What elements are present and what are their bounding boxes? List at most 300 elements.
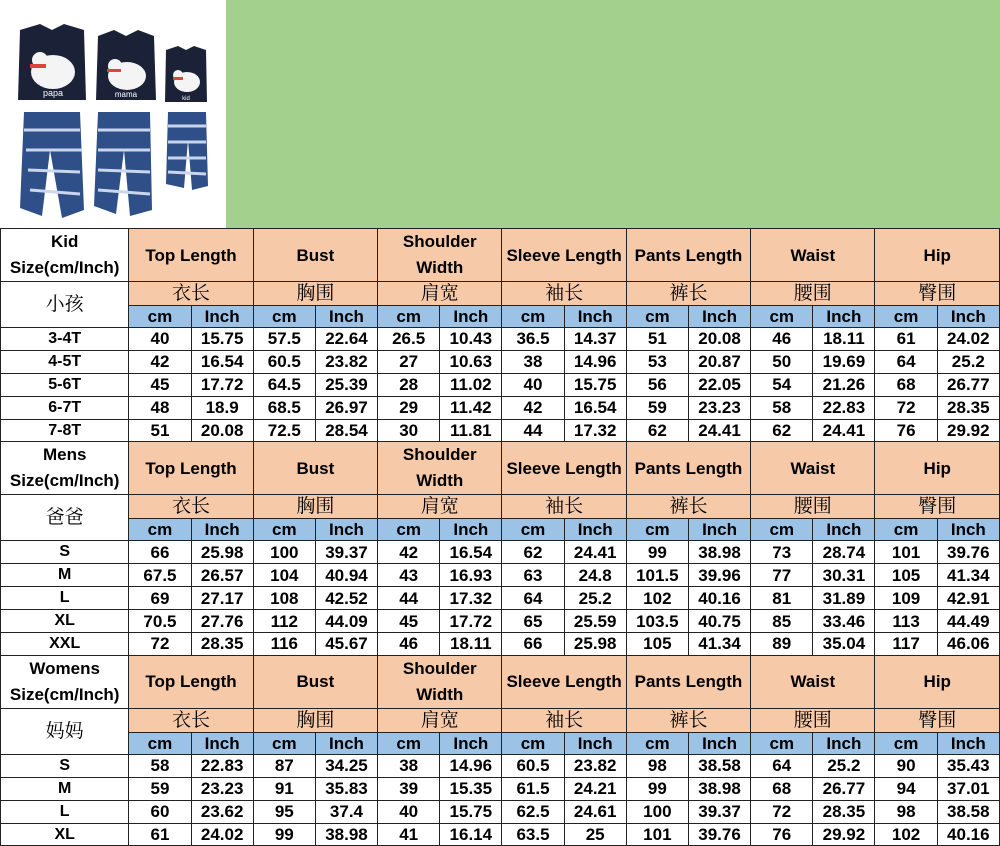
- group-header-row: [1, 229, 1000, 282]
- measurement-cell: 11.81: [440, 419, 502, 442]
- unit-cm: cm: [129, 306, 191, 328]
- column-header-cn: 袖长: [502, 282, 626, 306]
- table-row: [1, 541, 1000, 564]
- column-header-cn: 衣长: [129, 708, 253, 732]
- measurement-cell: 58: [129, 754, 191, 777]
- measurement-cell: 26.77: [937, 373, 999, 396]
- measurement-cell: 62: [502, 541, 564, 564]
- measurement-cell: 22.83: [191, 754, 253, 777]
- column-header: Top Length: [129, 655, 253, 708]
- column-header-cn: 衣长: [129, 495, 253, 519]
- table-row: [1, 633, 1000, 656]
- measurement-cell: 38: [378, 754, 440, 777]
- measurement-cell: 112: [253, 610, 315, 633]
- column-header-cn: 臀围: [875, 708, 1000, 732]
- measurement-cell: 25.59: [564, 610, 626, 633]
- measurement-cell: 53: [626, 350, 688, 373]
- column-header: Hip: [875, 442, 1000, 495]
- measurement-cell: 40.94: [315, 564, 377, 587]
- column-header: Shoulder Width: [378, 442, 502, 495]
- measurement-cell: 90: [875, 754, 937, 777]
- measurement-cell: 66: [129, 541, 191, 564]
- measurement-cell: 40: [129, 328, 191, 351]
- measurement-cell: 25.98: [191, 541, 253, 564]
- measurement-cell: 22.05: [688, 373, 750, 396]
- measurement-cell: 44.09: [315, 610, 377, 633]
- unit-inch: Inch: [813, 519, 875, 541]
- measurement-cell: 29.92: [813, 823, 875, 846]
- measurement-cell: 64: [875, 350, 937, 373]
- group-title: Womens Size(cm/Inch): [1, 655, 129, 708]
- measurement-cell: 14.37: [564, 328, 626, 351]
- measurement-cell: 28.35: [937, 396, 999, 419]
- column-header: Top Length: [129, 229, 253, 282]
- unit-row: [1, 519, 1000, 541]
- family-pajama-illustration: [0, 0, 226, 228]
- measurement-cell: 41.34: [688, 633, 750, 656]
- measurement-cell: 76: [875, 419, 937, 442]
- papa-shirt-icon: [18, 24, 86, 100]
- banner-background: [226, 0, 1000, 228]
- measurement-cell: 25: [564, 823, 626, 846]
- column-header-cn: 腰围: [751, 282, 875, 306]
- measurement-cell: 23.62: [191, 800, 253, 823]
- measurement-cell: 40.16: [937, 823, 999, 846]
- measurement-cell: 68: [751, 777, 813, 800]
- measurement-cell: 62.5: [502, 800, 564, 823]
- measurement-cell: 10.43: [440, 328, 502, 351]
- measurement-cell: 89: [751, 633, 813, 656]
- measurement-cell: 72: [875, 396, 937, 419]
- column-header-cn: 袖长: [502, 708, 626, 732]
- measurement-cell: 23.23: [688, 396, 750, 419]
- hero-banner: [0, 0, 1000, 228]
- product-photo: [0, 0, 226, 228]
- measurement-cell: 72: [751, 800, 813, 823]
- measurement-cell: 20.08: [191, 419, 253, 442]
- measurement-cell: 22.83: [813, 396, 875, 419]
- unit-inch: Inch: [315, 306, 377, 328]
- measurement-cell: 103.5: [626, 610, 688, 633]
- measurement-cell: 60.5: [502, 754, 564, 777]
- measurement-cell: 69: [129, 587, 191, 610]
- cn-header-row: [1, 495, 1000, 519]
- measurement-cell: 42.91: [937, 587, 999, 610]
- size-label: L: [1, 800, 129, 823]
- papa-pants-icon: [20, 112, 84, 218]
- measurement-cell: 16.14: [440, 823, 502, 846]
- table-row: [1, 800, 1000, 823]
- measurement-cell: 63: [502, 564, 564, 587]
- measurement-cell: 15.75: [191, 328, 253, 351]
- column-header-cn: 裤长: [626, 495, 750, 519]
- measurement-cell: 28.35: [191, 633, 253, 656]
- measurement-cell: 46: [751, 328, 813, 351]
- measurement-cell: 15.75: [440, 800, 502, 823]
- group-cn-label: 妈妈: [1, 708, 129, 754]
- measurement-cell: 81: [751, 587, 813, 610]
- unit-inch: Inch: [191, 519, 253, 541]
- measurement-cell: 24.41: [813, 419, 875, 442]
- measurement-cell: 105: [875, 564, 937, 587]
- measurement-cell: 59: [626, 396, 688, 419]
- measurement-cell: 64: [751, 754, 813, 777]
- measurement-cell: 37.4: [315, 800, 377, 823]
- unit-inch: Inch: [688, 306, 750, 328]
- measurement-cell: 40: [378, 800, 440, 823]
- unit-inch: Inch: [440, 732, 502, 754]
- measurement-cell: 25.98: [564, 633, 626, 656]
- measurement-cell: 57.5: [253, 328, 315, 351]
- kid-shirt-icon: [165, 46, 207, 102]
- unit-cm: cm: [502, 306, 564, 328]
- measurement-cell: 35.43: [937, 754, 999, 777]
- unit-cm: cm: [253, 519, 315, 541]
- measurement-cell: 25.2: [564, 587, 626, 610]
- measurement-cell: 21.26: [813, 373, 875, 396]
- measurement-cell: 20.87: [688, 350, 750, 373]
- column-header: Waist: [751, 655, 875, 708]
- measurement-cell: 26.5: [378, 328, 440, 351]
- column-header: Hip: [875, 229, 1000, 282]
- measurement-cell: 46: [378, 633, 440, 656]
- unit-cm: cm: [875, 519, 937, 541]
- measurement-cell: 20.08: [688, 328, 750, 351]
- unit-inch: Inch: [564, 306, 626, 328]
- table-row: [1, 587, 1000, 610]
- measurement-cell: 58: [751, 396, 813, 419]
- measurement-cell: 16.93: [440, 564, 502, 587]
- size-label: 6-7T: [1, 396, 129, 419]
- measurement-cell: 39.96: [688, 564, 750, 587]
- unit-inch: Inch: [937, 732, 999, 754]
- shirt-print-kid: kid: [182, 96, 190, 102]
- unit-cm: cm: [875, 732, 937, 754]
- measurement-cell: 38.98: [688, 541, 750, 564]
- column-header: Hip: [875, 655, 1000, 708]
- measurement-cell: 95: [253, 800, 315, 823]
- measurement-cell: 85: [751, 610, 813, 633]
- measurement-cell: 101: [626, 823, 688, 846]
- measurement-cell: 54: [751, 373, 813, 396]
- measurement-cell: 65: [502, 610, 564, 633]
- measurement-cell: 17.72: [440, 610, 502, 633]
- measurement-cell: 98: [875, 800, 937, 823]
- column-header: Shoulder Width: [378, 655, 502, 708]
- table-row: [1, 564, 1000, 587]
- measurement-cell: 24.41: [688, 419, 750, 442]
- unit-inch: Inch: [440, 519, 502, 541]
- measurement-cell: 99: [626, 777, 688, 800]
- column-header-cn: 胸围: [253, 708, 377, 732]
- measurement-cell: 25.2: [937, 350, 999, 373]
- size-label: S: [1, 754, 129, 777]
- measurement-cell: 38.58: [937, 800, 999, 823]
- measurement-cell: 72: [129, 633, 191, 656]
- column-header: Waist: [751, 442, 875, 495]
- measurement-cell: 25.2: [813, 754, 875, 777]
- column-header: Bust: [253, 229, 377, 282]
- measurement-cell: 43: [378, 564, 440, 587]
- unit-inch: Inch: [315, 732, 377, 754]
- table-row: [1, 777, 1000, 800]
- unit-cm: cm: [751, 519, 813, 541]
- measurement-cell: 117: [875, 633, 937, 656]
- measurement-cell: 109: [875, 587, 937, 610]
- measurement-cell: 24.61: [564, 800, 626, 823]
- measurement-cell: 15.75: [564, 373, 626, 396]
- unit-inch: Inch: [688, 732, 750, 754]
- measurement-cell: 42: [378, 541, 440, 564]
- measurement-cell: 68: [875, 373, 937, 396]
- shirt-print-papa: papa: [42, 88, 64, 98]
- measurement-cell: 30: [378, 419, 440, 442]
- column-header-cn: 肩宽: [378, 282, 502, 306]
- group-title: Mens Size(cm/Inch): [1, 442, 129, 495]
- unit-cm: cm: [378, 306, 440, 328]
- measurement-cell: 45: [378, 610, 440, 633]
- measurement-cell: 41: [378, 823, 440, 846]
- measurement-cell: 44: [502, 419, 564, 442]
- measurement-cell: 42: [129, 350, 191, 373]
- measurement-cell: 61: [875, 328, 937, 351]
- measurement-cell: 26.57: [191, 564, 253, 587]
- table-row: [1, 419, 1000, 442]
- measurement-cell: 30.31: [813, 564, 875, 587]
- measurement-cell: 40: [502, 373, 564, 396]
- table-row: [1, 396, 1000, 419]
- unit-cm: cm: [875, 306, 937, 328]
- measurement-cell: 18.9: [191, 396, 253, 419]
- measurement-cell: 27.17: [191, 587, 253, 610]
- measurement-cell: 39.37: [688, 800, 750, 823]
- measurement-cell: 73: [751, 541, 813, 564]
- column-header-cn: 胸围: [253, 282, 377, 306]
- shirt-print-mama: mama: [114, 90, 138, 99]
- size-label: 4-5T: [1, 350, 129, 373]
- size-label: S: [1, 541, 129, 564]
- column-header-cn: 臀围: [875, 495, 1000, 519]
- measurement-cell: 44: [378, 587, 440, 610]
- measurement-cell: 68.5: [253, 396, 315, 419]
- measurement-cell: 45.67: [315, 633, 377, 656]
- kid-pants-icon: [166, 112, 208, 190]
- measurement-cell: 42.52: [315, 587, 377, 610]
- unit-cm: cm: [378, 732, 440, 754]
- column-header: Waist: [751, 229, 875, 282]
- unit-inch: Inch: [191, 732, 253, 754]
- measurement-cell: 15.35: [440, 777, 502, 800]
- group-header-row: [1, 442, 1000, 495]
- measurement-cell: 29: [378, 396, 440, 419]
- mama-shirt-icon: [96, 30, 156, 100]
- measurement-cell: 100: [626, 800, 688, 823]
- measurement-cell: 94: [875, 777, 937, 800]
- size-label: 5-6T: [1, 373, 129, 396]
- measurement-cell: 70.5: [129, 610, 191, 633]
- measurement-cell: 27.76: [191, 610, 253, 633]
- measurement-cell: 56: [626, 373, 688, 396]
- unit-cm: cm: [129, 732, 191, 754]
- unit-cm: cm: [751, 306, 813, 328]
- measurement-cell: 18.11: [440, 633, 502, 656]
- column-header-cn: 腰围: [751, 495, 875, 519]
- column-header-cn: 肩宽: [378, 708, 502, 732]
- measurement-cell: 16.54: [191, 350, 253, 373]
- measurement-cell: 102: [875, 823, 937, 846]
- measurement-cell: 38: [502, 350, 564, 373]
- column-header: Pants Length: [626, 655, 750, 708]
- measurement-cell: 31.89: [813, 587, 875, 610]
- measurement-cell: 100: [253, 541, 315, 564]
- unit-inch: Inch: [688, 519, 750, 541]
- measurement-cell: 113: [875, 610, 937, 633]
- measurement-cell: 105: [626, 633, 688, 656]
- measurement-cell: 10.63: [440, 350, 502, 373]
- measurement-cell: 39.37: [315, 541, 377, 564]
- measurement-cell: 29.92: [937, 419, 999, 442]
- unit-cm: cm: [751, 732, 813, 754]
- measurement-cell: 48: [129, 396, 191, 419]
- table-row: [1, 373, 1000, 396]
- group-title: Kid Size(cm/Inch): [1, 229, 129, 282]
- unit-cm: cm: [502, 519, 564, 541]
- measurement-cell: 34.25: [315, 754, 377, 777]
- unit-inch: Inch: [440, 306, 502, 328]
- size-label: XXL: [1, 633, 129, 656]
- measurement-cell: 28.54: [315, 419, 377, 442]
- measurement-cell: 41.34: [937, 564, 999, 587]
- unit-row: [1, 306, 1000, 328]
- measurement-cell: 64: [502, 587, 564, 610]
- unit-cm: cm: [129, 519, 191, 541]
- measurement-cell: 39.76: [688, 823, 750, 846]
- measurement-cell: 28: [378, 373, 440, 396]
- group-header-row: [1, 655, 1000, 708]
- group-cn-label: 爸爸: [1, 495, 129, 541]
- measurement-cell: 11.42: [440, 396, 502, 419]
- measurement-cell: 11.02: [440, 373, 502, 396]
- cn-header-row: [1, 282, 1000, 306]
- measurement-cell: 38.98: [315, 823, 377, 846]
- measurement-cell: 24.21: [564, 777, 626, 800]
- measurement-cell: 35.83: [315, 777, 377, 800]
- unit-inch: Inch: [191, 306, 253, 328]
- size-label: 3-4T: [1, 328, 129, 351]
- measurement-cell: 67.5: [129, 564, 191, 587]
- measurement-cell: 44.49: [937, 610, 999, 633]
- size-label: L: [1, 587, 129, 610]
- column-header-cn: 裤长: [626, 708, 750, 732]
- size-chart-table: [0, 228, 1000, 846]
- measurement-cell: 35.04: [813, 633, 875, 656]
- column-header: Bust: [253, 442, 377, 495]
- measurement-cell: 19.69: [813, 350, 875, 373]
- measurement-cell: 38.58: [688, 754, 750, 777]
- measurement-cell: 33.46: [813, 610, 875, 633]
- column-header-cn: 臀围: [875, 282, 1000, 306]
- table-row: [1, 823, 1000, 846]
- measurement-cell: 18.11: [813, 328, 875, 351]
- measurement-cell: 28.35: [813, 800, 875, 823]
- cn-header-row: [1, 708, 1000, 732]
- measurement-cell: 36.5: [502, 328, 564, 351]
- measurement-cell: 60.5: [253, 350, 315, 373]
- table-row: [1, 610, 1000, 633]
- measurement-cell: 99: [626, 541, 688, 564]
- measurement-cell: 24.8: [564, 564, 626, 587]
- column-header-cn: 肩宽: [378, 495, 502, 519]
- column-header-cn: 衣长: [129, 282, 253, 306]
- unit-cm: cm: [502, 732, 564, 754]
- column-header: Bust: [253, 655, 377, 708]
- measurement-cell: 24.41: [564, 541, 626, 564]
- column-header-cn: 胸围: [253, 495, 377, 519]
- measurement-cell: 76: [751, 823, 813, 846]
- size-label: XL: [1, 610, 129, 633]
- measurement-cell: 63.5: [502, 823, 564, 846]
- column-header-cn: 腰围: [751, 708, 875, 732]
- measurement-cell: 91: [253, 777, 315, 800]
- measurement-cell: 39.76: [937, 541, 999, 564]
- size-label: M: [1, 777, 129, 800]
- measurement-cell: 24.02: [937, 328, 999, 351]
- measurement-cell: 66: [502, 633, 564, 656]
- measurement-cell: 37.01: [937, 777, 999, 800]
- measurement-cell: 62: [751, 419, 813, 442]
- measurement-cell: 62: [626, 419, 688, 442]
- unit-row: [1, 732, 1000, 754]
- unit-inch: Inch: [315, 519, 377, 541]
- measurement-cell: 64.5: [253, 373, 315, 396]
- measurement-cell: 28.74: [813, 541, 875, 564]
- measurement-cell: 98: [626, 754, 688, 777]
- column-header: Pants Length: [626, 442, 750, 495]
- table-row: [1, 350, 1000, 373]
- unit-cm: cm: [253, 732, 315, 754]
- size-label: XL: [1, 823, 129, 846]
- measurement-cell: 23.82: [315, 350, 377, 373]
- column-header: Sleeve Length: [502, 655, 626, 708]
- unit-inch: Inch: [813, 306, 875, 328]
- column-header: Shoulder Width: [378, 229, 502, 282]
- measurement-cell: 46.06: [937, 633, 999, 656]
- measurement-cell: 51: [626, 328, 688, 351]
- unit-inch: Inch: [564, 732, 626, 754]
- measurement-cell: 108: [253, 587, 315, 610]
- measurement-cell: 17.32: [440, 587, 502, 610]
- size-label: M: [1, 564, 129, 587]
- measurement-cell: 116: [253, 633, 315, 656]
- column-header-cn: 袖长: [502, 495, 626, 519]
- measurement-cell: 72.5: [253, 419, 315, 442]
- column-header: Pants Length: [626, 229, 750, 282]
- mama-pants-icon: [94, 112, 152, 216]
- unit-cm: cm: [626, 732, 688, 754]
- unit-inch: Inch: [564, 519, 626, 541]
- measurement-cell: 14.96: [564, 350, 626, 373]
- measurement-cell: 23.23: [191, 777, 253, 800]
- measurement-cell: 42: [502, 396, 564, 419]
- measurement-cell: 38.98: [688, 777, 750, 800]
- column-header: Sleeve Length: [502, 229, 626, 282]
- unit-cm: cm: [626, 306, 688, 328]
- measurement-cell: 16.54: [564, 396, 626, 419]
- measurement-cell: 99: [253, 823, 315, 846]
- measurement-cell: 87: [253, 754, 315, 777]
- unit-cm: cm: [378, 519, 440, 541]
- measurement-cell: 60: [129, 800, 191, 823]
